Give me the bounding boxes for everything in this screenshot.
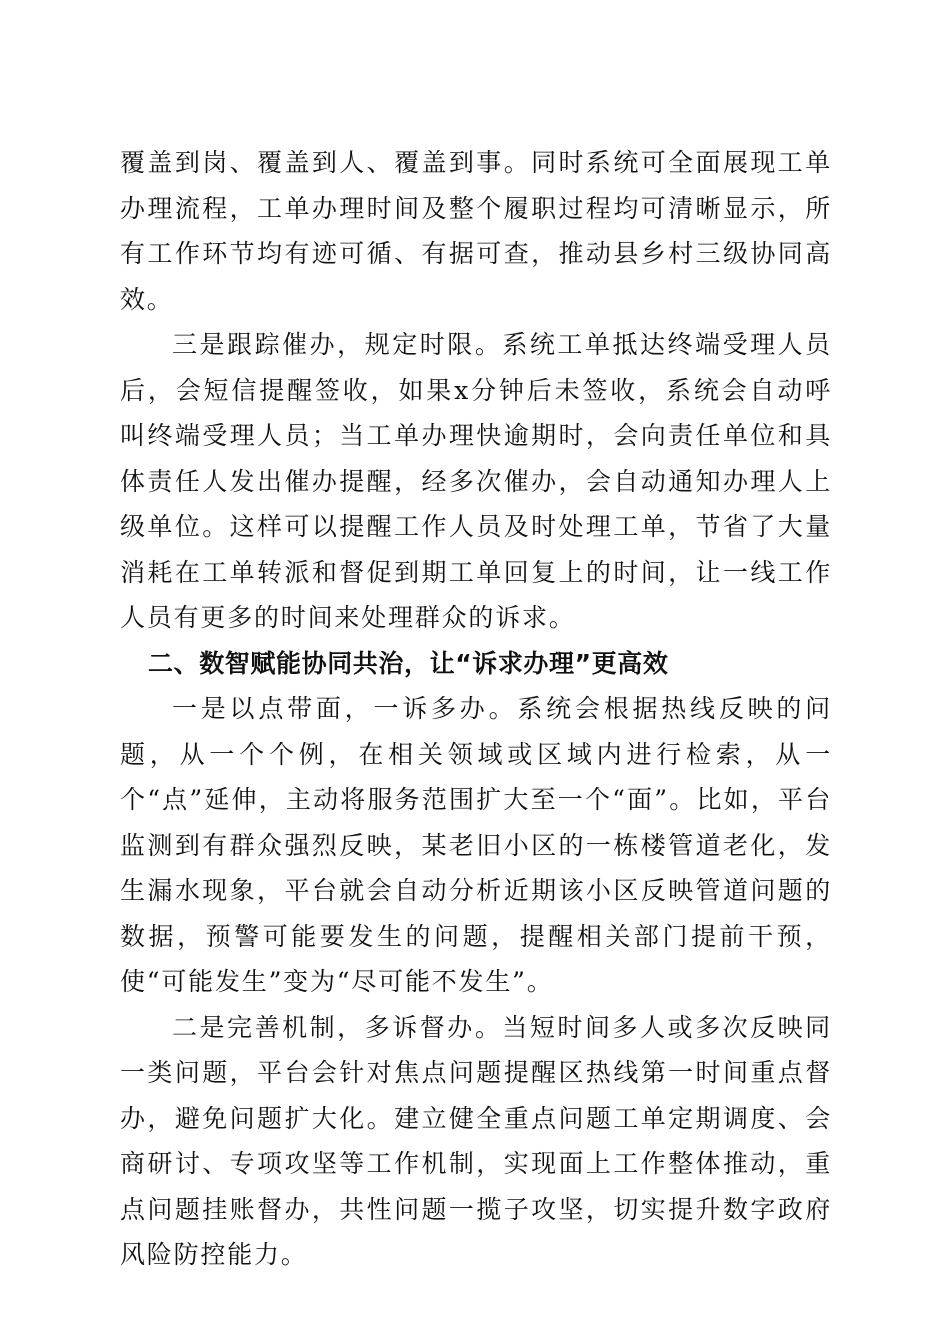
section-heading-text: 二、数智赋能协同共治，让“诉求办理”更高效: [148, 648, 669, 678]
paragraph-point-to-area: [120, 686, 832, 1005]
paragraph-text: 覆盖到岗、覆盖到人、覆盖到事。同时系统可全面展现工单办理流程，工单办理时间及整个履职过程均可清晰显示，所有工作环节均有迹可循、有据可查，推动县乡村三级协同高效。: [120, 148, 832, 314]
paragraph-text: 当短时间多人或多次反映同一类问题，平台会针对焦点问题提醒区热线第一时间重点督办，避免问题扩大化。建立健全重点问题工单定期调度、会商研讨、专项攻坚等工作机制，实现面上工作整体推动，重点问题挂账督办，共性问题一揽子攻坚，切实提升数字政府风险防控能力。: [120, 1012, 832, 1269]
paragraph-continuation: [120, 140, 832, 322]
paragraph-text: 系统工单抵达终端受理人员后，会短信提醒签收，如果x分钟后未签收，系统会自动呼叫终端受理人员；当工单办理快逾期时，会向责任单位和具体责任人发出催办提醒，经多次催办，会自动通知办理人上级单位。这样可以提醒工作人员及时处理工单，节省了大量消耗在工单转派和督促到期工单回复上的时间，让一线工作人员有更多的时间来处理群众的诉求。: [120, 330, 832, 632]
paragraph-lead: 三是跟踪催办，规定时限。: [172, 330, 503, 359]
document-body: [120, 140, 832, 1278]
paragraph-lead: 一是以点带面，一诉多办。: [172, 694, 518, 723]
paragraph-text: 系统会根据热线反映的问题，从一个个例，在相关领域或区域内进行检索，从一个“点”延伸，主动将服务范围扩大至一个“面”。比如，平台监测到有群众强烈反映，某老旧小区的一栋楼管道老化，发生漏水现象，平台就会自动分析近期该小区反映管道问题的数据，预警可能要发生的问题，提醒相关部门提前干预，使“可能发生”变为“尽可能不发生”。: [120, 694, 832, 996]
paragraph-mechanism: [120, 1005, 832, 1278]
paragraph-tracking-supervision: [120, 322, 832, 641]
section-heading: [120, 641, 832, 687]
paragraph-lead: 二是完善机制，多诉督办。: [172, 1012, 503, 1042]
